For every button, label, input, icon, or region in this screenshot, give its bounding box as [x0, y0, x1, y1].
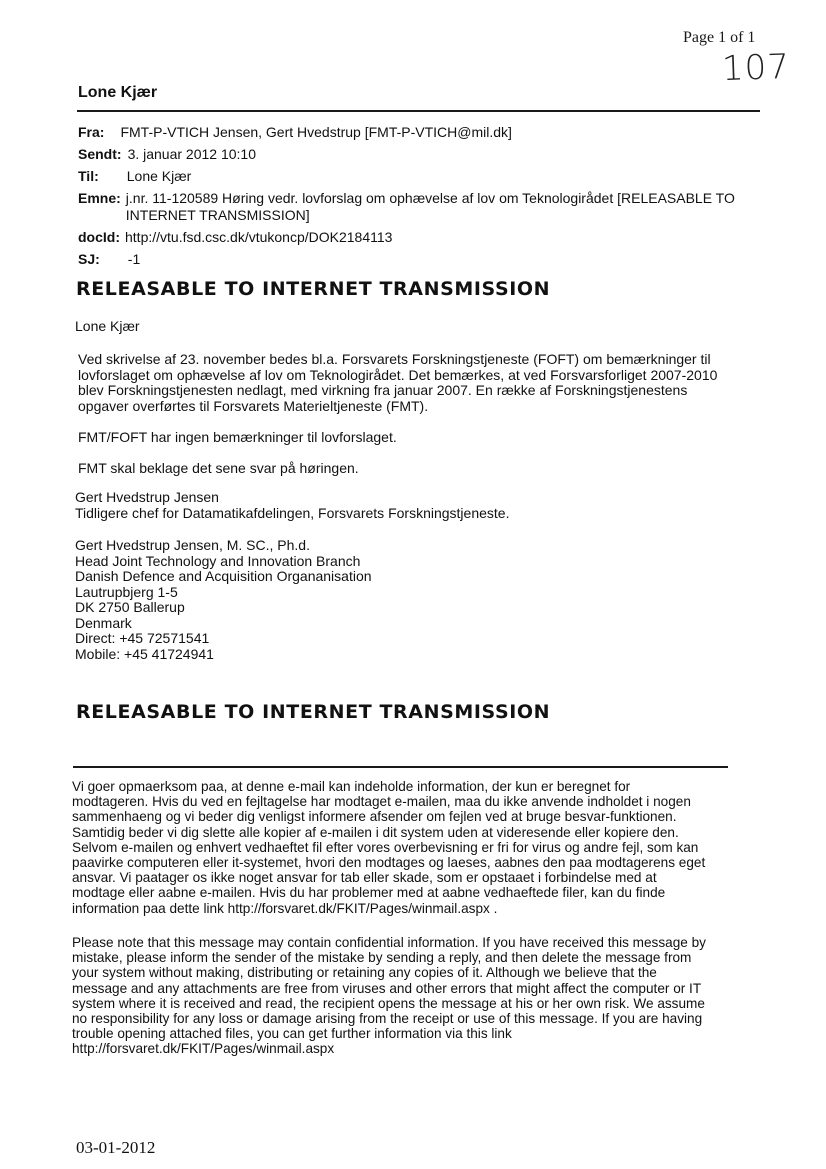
from-value: FMT-P-VTICH Jensen, Gert Hvedstrup [FMT-P-VTICH@mil.dk]: [120, 124, 512, 140]
email-headers: [78, 124, 758, 273]
disclaimer-line: modtage eller aabne e-mailen. Hvis du har problemer med at aabne vedhaeftede filer, kan du finde: [72, 885, 666, 901]
recipient-name: Lone Kjær: [78, 84, 158, 101]
disclaimer-line: Vi goer opmaerksom paa, at denne e-mail kan indeholde information, der kun er beregnet for: [72, 779, 631, 794]
disclaimer-line: information paa dette link http://forsvaret.dk/FKIT/Pages/winmail.aspx .: [72, 900, 498, 916]
contact-line: Head Joint Technology and Innovation Branch: [75, 552, 361, 569]
subject-value: j.nr. 11-120589 Høring vedr. lovforslag om ophævelse af lov om Teknologirådet [RELEASABLE TO INTERNET TRANSMISSION]: [125, 190, 735, 223]
contact-line: Denmark: [75, 614, 132, 631]
header-sj: [78, 251, 758, 268]
disclaimer-line: Please note that this message may contain confidential information. If you have received this message by: [72, 935, 706, 950]
signature-line: Gert Hvedstrup Jensen: [75, 489, 219, 505]
to-value: Lone Kjær: [126, 168, 192, 184]
disclaimer-line: Selvom e-mailen og enhvert vedhaeftet fil efter vores overbevisning er fri for virus og andre fejl, som kan: [72, 839, 699, 855]
contact-line: Direct: +45 72571541: [75, 630, 210, 646]
disclaimer-line: system where it is received and read, the recipient opens the message at his or her own risk. We assume: [72, 995, 705, 1011]
signature: [75, 490, 755, 521]
contact-line: Mobile: +45 41724941: [75, 645, 214, 662]
docid-value: http://vtu.fsd.csc.dk/vtukoncp/DOK2184113: [125, 229, 393, 245]
paragraph-1-line: opgaver overførtes til Forsvarets Materieltjeneste (FMT).: [78, 397, 429, 414]
disclaimer-line: modtageren. Hvis du ved en fejltagelse har modtaget e-mailen, maa du ikke anvende indholdet i nogen: [72, 794, 691, 810]
disclaimer-danish: [72, 779, 732, 916]
disclaimer-divider: [73, 766, 728, 768]
footer-date: 03-01-2012: [76, 1138, 156, 1157]
from-label: Fra:: [78, 124, 105, 140]
disclaimer-english: [72, 935, 732, 1057]
disclaimer-line: your system without making, distributing or retaining any copies of it. Although we believe that the: [72, 965, 657, 981]
docid-label: docId:: [78, 229, 120, 245]
disclaimer-line: no responsibility for any loss or damage arising from the receipt or use of this message. If you are having: [72, 1011, 703, 1027]
contact-block: [75, 538, 755, 662]
header-docid: [78, 229, 758, 246]
header-divider: [77, 110, 760, 112]
salutation: Lone Kjær: [75, 318, 140, 334]
contact-line: Lautrupbjerg 1-5: [75, 583, 178, 600]
releasable-banner-bottom: RELEASABLE TO INTERNET TRANSMISSION: [76, 701, 551, 723]
paragraph-1: [78, 352, 758, 414]
contact-line: DK 2750 Ballerup: [75, 599, 185, 615]
sj-label: SJ:: [78, 251, 100, 267]
header-sent: [78, 146, 758, 163]
sent-value: 3. januar 2012 10:10: [127, 146, 257, 162]
disclaimer-line: ansvar. Vi paatager os ikke noget ansvar for tab eller skade, som er opstaaet i forbindelse med at: [72, 870, 657, 886]
signature-line: Tidligere chef for Datamatikafdelingen, Forsvarets Forskningstjeneste.: [75, 504, 510, 521]
disclaimer-line: trouble opening attached files, you can get further information via this link: [72, 1026, 512, 1042]
page-number: Page 1 of 1: [683, 29, 756, 46]
to-label: Til:: [78, 168, 99, 184]
disclaimer-line: http://forsvaret.dk/FKIT/Pages/winmail.aspx: [72, 1041, 335, 1057]
disclaimer-line: mistake, please inform the sender of the mistake by sending a reply, and then delete the message from: [72, 950, 692, 966]
header-to: [78, 168, 758, 185]
paragraph-1-line: blev Forskningstjenesten nedlagt, med virkning fra januar 2007. En række af Forskningstjenestens: [78, 382, 688, 398]
contact-line: Gert Hvedstrup Jensen, M. SC., Ph.d.: [75, 537, 310, 553]
handwritten-page-number: 107: [721, 46, 791, 90]
subject-label: Emne:: [78, 190, 121, 206]
header-subject: [78, 190, 758, 224]
header-from: [78, 124, 758, 141]
contact-line: Danish Defence and Acquisition Organanisation: [75, 568, 372, 584]
disclaimer-line: sammenhaeng og vi beder dig venligst informere afsender om fejlen ved at bruge besvar-funktionen.: [72, 809, 677, 825]
paragraph-3: FMT skal beklage det sene svar på høringen.: [78, 460, 359, 476]
disclaimer-line: Samtidig beder vi dig slette alle kopier af e-mailen i dit system uden at videresende eller kopiere den.: [72, 824, 679, 840]
sj-value: -1: [127, 251, 141, 267]
sent-label: Sendt:: [78, 146, 122, 162]
paragraph-1-line: lovforslaget om ophævelse af lov om Teknologirådet. Det bemærkes, at ved Forsvarsforliget 2007-2010: [78, 366, 718, 383]
paragraph-1-line: Ved skrivelse af 23. november bedes bl.a. Forsvarets Forskningstjeneste (FOFT) om bemærkninger til: [78, 351, 711, 367]
disclaimer-line: paavirke computeren eller it-systemet, hvori den modtages og laeses, aabnes den paa modtagerens eget: [72, 855, 706, 871]
paragraph-2: FMT/FOFT har ingen bemærkninger til lovforslaget.: [78, 429, 397, 445]
releasable-banner-top: RELEASABLE TO INTERNET TRANSMISSION: [76, 278, 551, 300]
disclaimer-line: message and any attachments are free from viruses and other errors that might affect the computer or IT: [72, 980, 702, 996]
